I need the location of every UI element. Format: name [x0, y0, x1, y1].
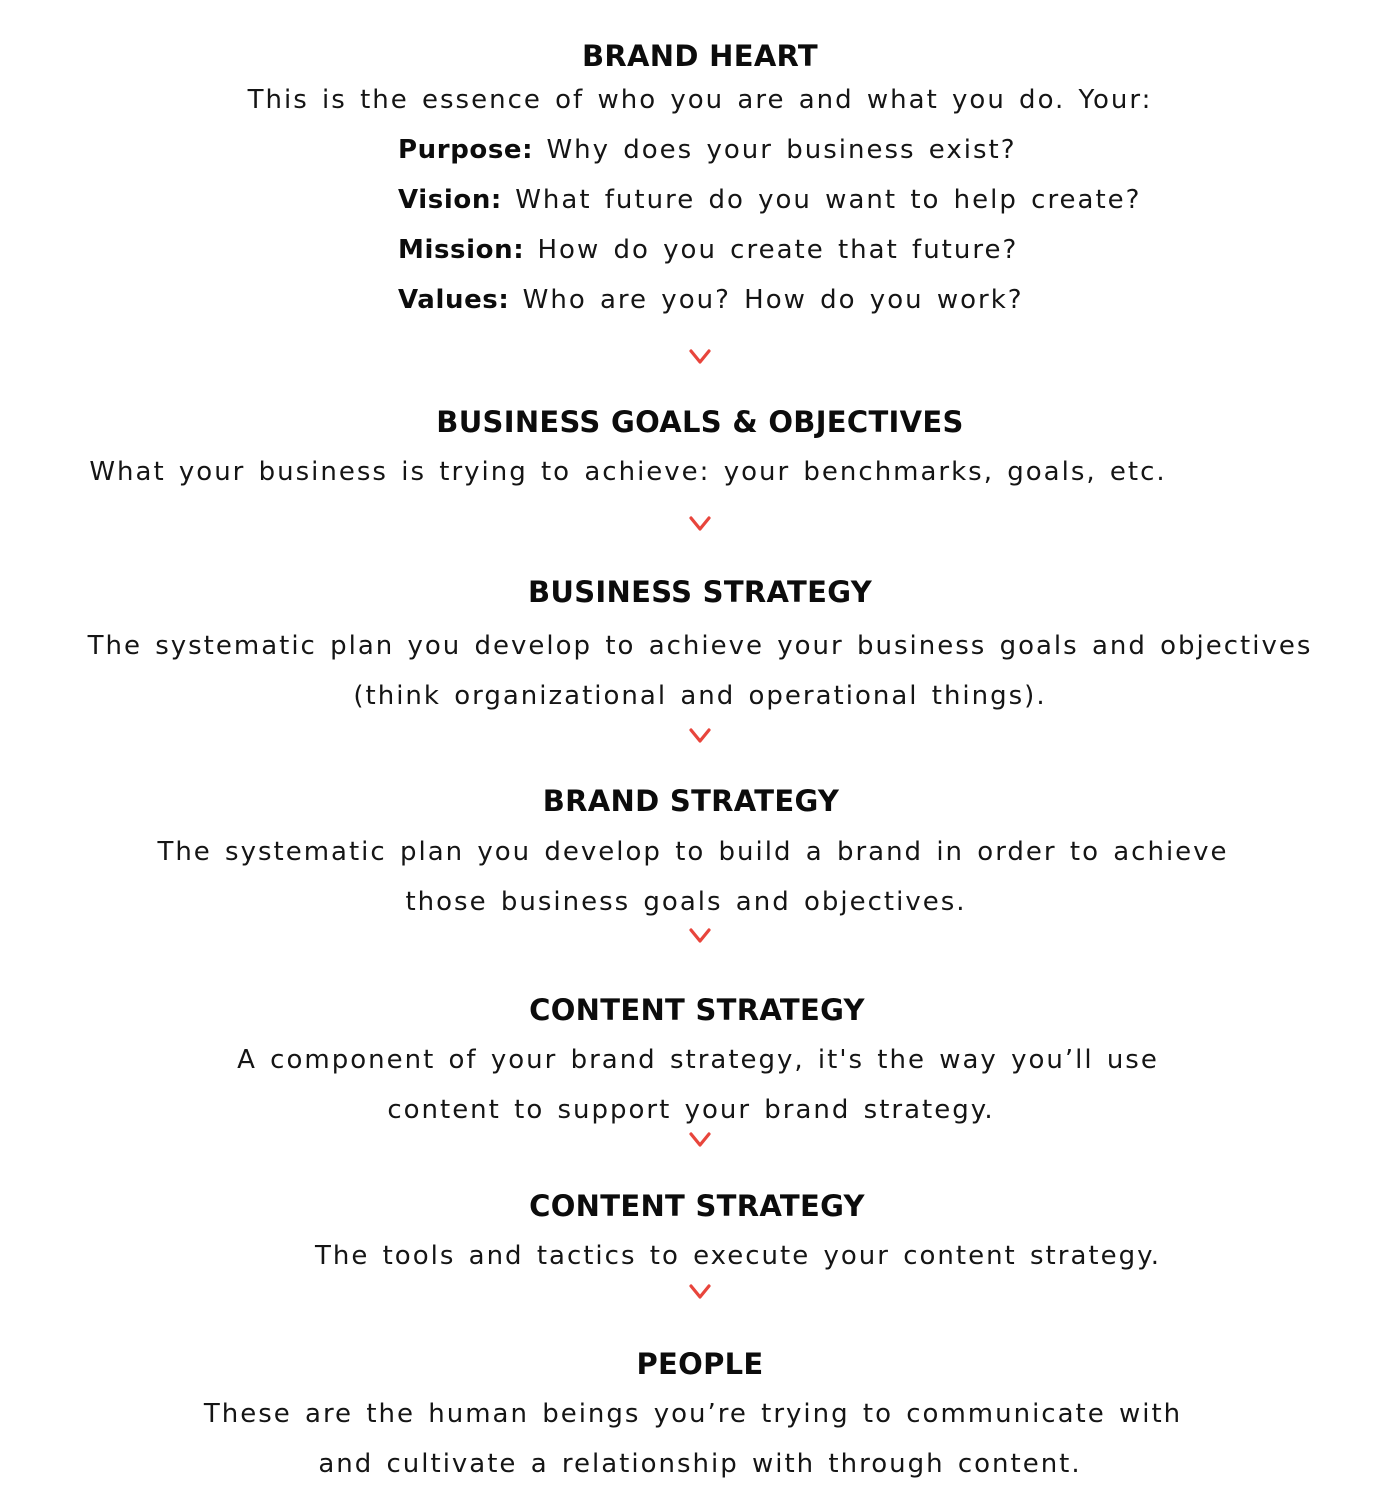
- brand-heart-intro: This is the essence of who you are and what you do. Your:: [247, 85, 1153, 115]
- chevron-down-icon: [689, 728, 711, 744]
- content-tactics-text: The tools and tactics to execute your content strategy.: [314, 1241, 1162, 1271]
- business-goals-text: What your business is trying to achieve: your benchmarks, goals, etc.: [89, 457, 1167, 487]
- content-strategy-heading: CONTENT STRATEGY: [529, 993, 865, 1027]
- definition-purpose: [398, 131, 1141, 181]
- business-strategy-text-line-1: The systematic plan you develop to achieve your business goals and objectives: [87, 631, 1313, 661]
- chevron-down-icon: [689, 1132, 711, 1148]
- people-text-line-2: and cultivate a relationship with through content.: [318, 1449, 1082, 1479]
- definition-values: [398, 281, 1141, 331]
- definition-text: Why does your business exist?: [546, 135, 1017, 165]
- definition-text: How do you create that future?: [537, 235, 1019, 265]
- chevron-down-icon: [689, 1284, 711, 1300]
- content-strategy-text-line-2: content to support your brand strategy.: [387, 1095, 995, 1125]
- people-text-line-1: These are the human beings you’re trying to communicate with: [203, 1399, 1183, 1429]
- business-strategy-text-line-2: (think organizational and operational things).: [353, 681, 1047, 711]
- brand-strategy-text-line-2: those business goals and objectives.: [405, 887, 967, 917]
- definition-text: What future do you want to help create?: [515, 185, 1142, 215]
- definition-term: Values:: [398, 285, 510, 315]
- brand-strategy-text-line-1: The systematic plan you develop to build a brand in order to achieve: [157, 837, 1229, 867]
- brand-strategy-heading: BRAND STRATEGY: [542, 784, 840, 818]
- chevron-down-icon: [689, 928, 711, 944]
- brand-heart-definitions: [398, 131, 1141, 331]
- people-heading: PEOPLE: [636, 1347, 764, 1381]
- brand-heart-heading: BRAND HEART: [582, 39, 818, 73]
- chevron-down-icon: [689, 516, 711, 532]
- definition-term: Mission:: [398, 235, 525, 265]
- definition-term: Vision:: [398, 185, 502, 215]
- definition-text: Who are you? How do you work?: [522, 285, 1024, 315]
- content-strategy-text-line-1: A component of your brand strategy, it's the way you’ll use: [237, 1045, 1159, 1075]
- definition-term: Purpose:: [398, 135, 534, 165]
- business-goals-heading: BUSINESS GOALS & OBJECTIVES: [436, 405, 964, 439]
- definition-vision: [398, 181, 1141, 231]
- content-tactics-heading: CONTENT STRATEGY: [529, 1189, 865, 1223]
- business-strategy-heading: BUSINESS STRATEGY: [527, 575, 873, 609]
- definition-mission: [398, 231, 1141, 281]
- chevron-down-icon: [689, 349, 711, 365]
